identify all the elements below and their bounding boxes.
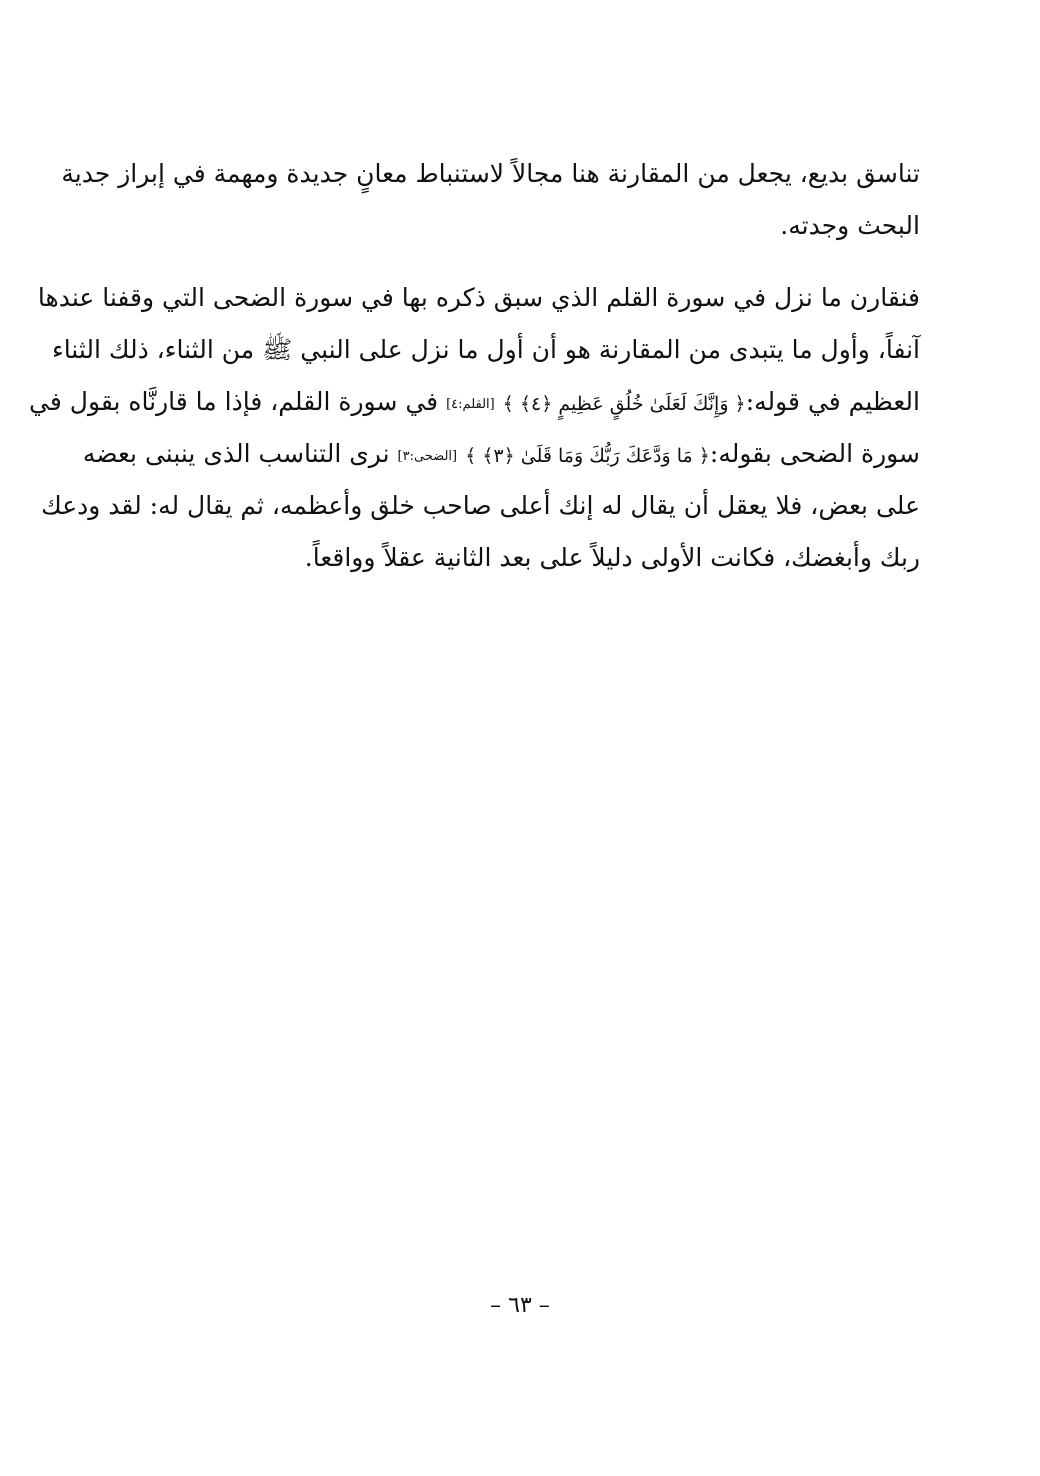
paragraph-2 [29, 272, 920, 584]
line-3-text-before: العظيم في قوله: [745, 387, 920, 416]
paragraph-2-line-4 [82, 428, 920, 480]
quran-verse-duha: ﴿ مَا وَدَّعَكَ رَبُّكَ وَمَا قَلَىٰ ﴿٣﴾ ﴾ [465, 445, 710, 467]
paragraph-1-line-2: البحث وجدته. [780, 211, 920, 240]
paragraph-1-line-1: تناسق بديع، يجعل من المقارنة هنا مجالاً لاستنباط معانٍ جديدة ومهمة في إبراز جدية [61, 159, 920, 188]
verse-reference-duha: [الضحى:٣] [397, 449, 458, 464]
line-4-text-after: نرى التناسب الذى ينبنى بعضه [82, 439, 390, 468]
paragraph-2-line-5: على بعض، فلا يعقل أن يقال له إنك أعلى صاحب خلق وأعظمه، ثم يقال له: لقد ودعك [41, 491, 920, 520]
paragraph-1 [61, 148, 920, 252]
paragraph-2-line-6: ربك وأبغضك، فكانت الأولى دليلاً على بعد الثانية عقلاً وواقعاً. [304, 543, 920, 572]
paragraph-2-line-3 [29, 376, 920, 428]
verse-reference-qalam: [القلم:٤] [446, 397, 495, 412]
paragraph-2-line-1: فنقارن ما نزل في سورة القلم الذي سبق ذكره بها في سورة الضحى التي وقفنا عندها [37, 283, 920, 312]
page-number: – ٦٣ – [490, 1293, 550, 1318]
line-3-text-after: في سورة القلم، فإذا ما قارنَّاه بقول في [29, 387, 439, 416]
quran-verse-qalam: ﴿ وَإِنَّكَ لَعَلَىٰ خُلُقٍ عَظِيمٍ ﴿٤﴾ ﴾ [502, 393, 746, 415]
line-4-text-before: سورة الضحى بقوله: [709, 439, 920, 468]
paragraph-2-line-2: آنفاً، وأول ما يتبدى من المقارنة هو أن أول ما نزل على النبي ﷺ من الثناء، ذلك الثناء [51, 335, 920, 364]
